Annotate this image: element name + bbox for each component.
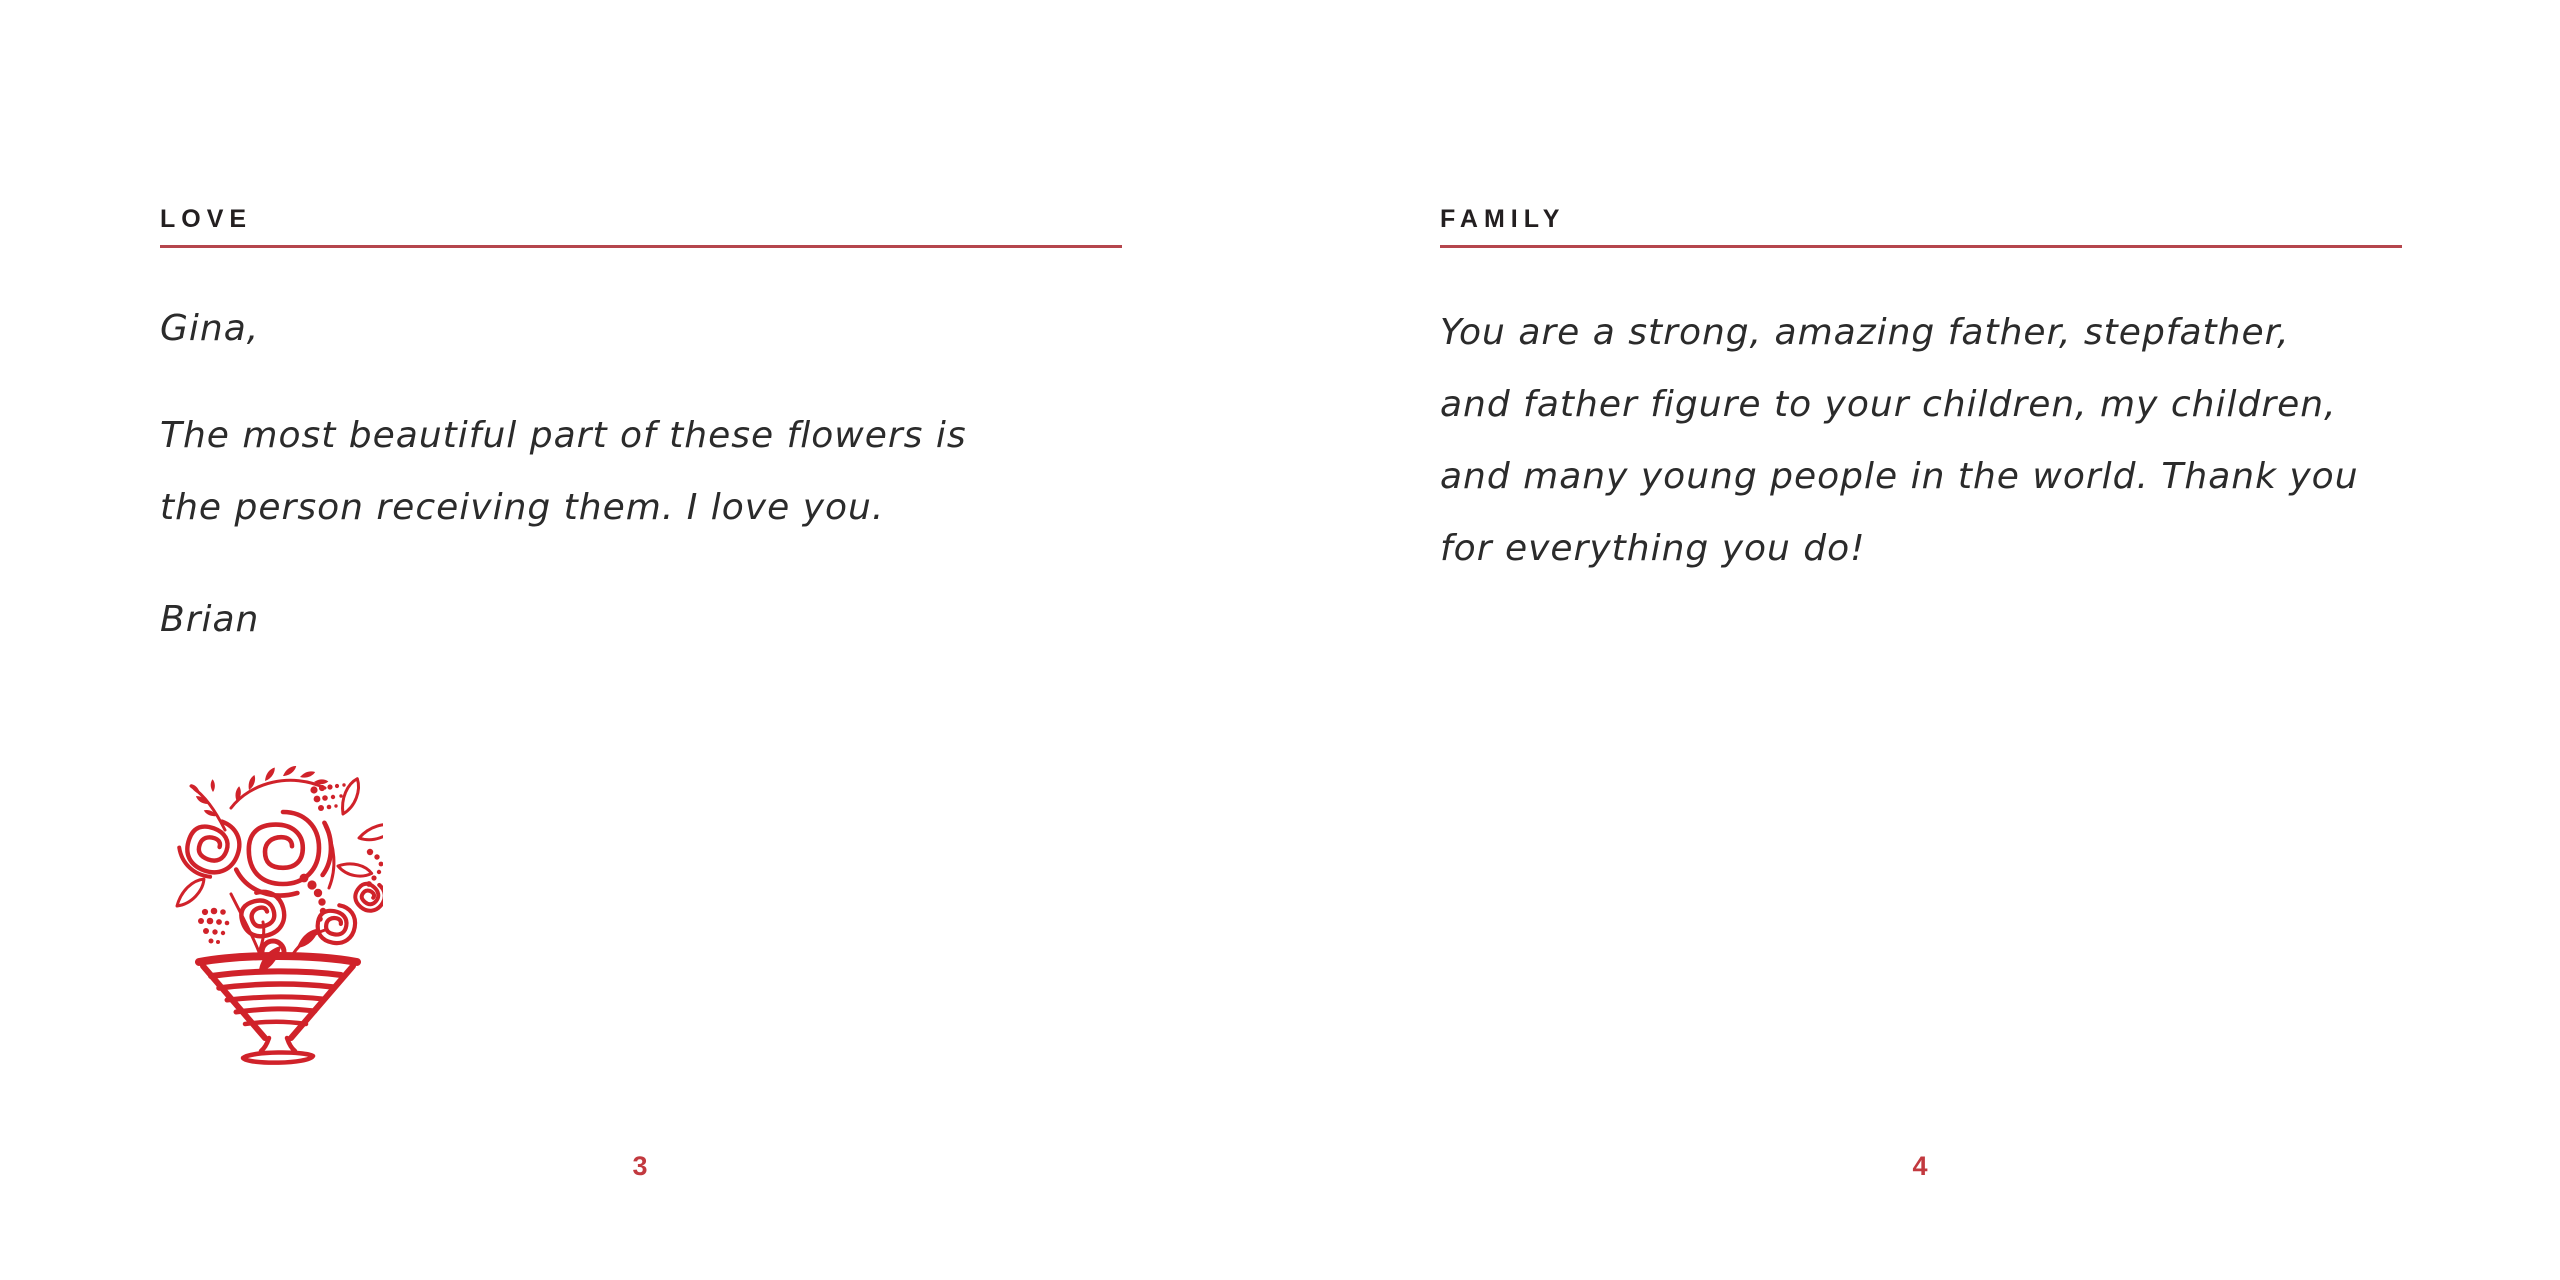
rose-left [173,811,246,884]
note-body-line: for everything you do! [1440,528,1866,569]
rose-bouquet-icon [173,766,383,1078]
page-number-left: 3 [632,1151,648,1181]
note-body-line: You are a strong, amazing father, stepfather, [1440,312,2290,353]
note-body-line: and many young people in the world. Thank you [1440,456,2359,497]
note-greeting: Gina, [160,308,260,349]
right-page [1280,0,2560,1280]
left-note [160,293,1160,656]
right-section-header [1440,204,2402,248]
right-category-label: FAMILY [1440,205,1566,233]
note-body-line: the person receiving them. I love you. [160,487,885,528]
vase [199,956,357,1063]
dot-cluster [198,908,229,944]
note-body-line: and father figure to your children, my children, [1440,384,2337,425]
page-number-right: 4 [1912,1151,1928,1181]
right-note [1440,297,2450,585]
rose-far-right [350,876,383,916]
left-section-header [160,204,1122,248]
dot-cluster [366,849,383,887]
dot-cluster [310,783,345,811]
rose-large [236,812,331,895]
note-signature: Brian [160,599,260,640]
note-body [160,400,1160,544]
left-category-label: LOVE [160,205,253,233]
note-body-line: The most beautiful part of these flowers is [160,415,967,456]
